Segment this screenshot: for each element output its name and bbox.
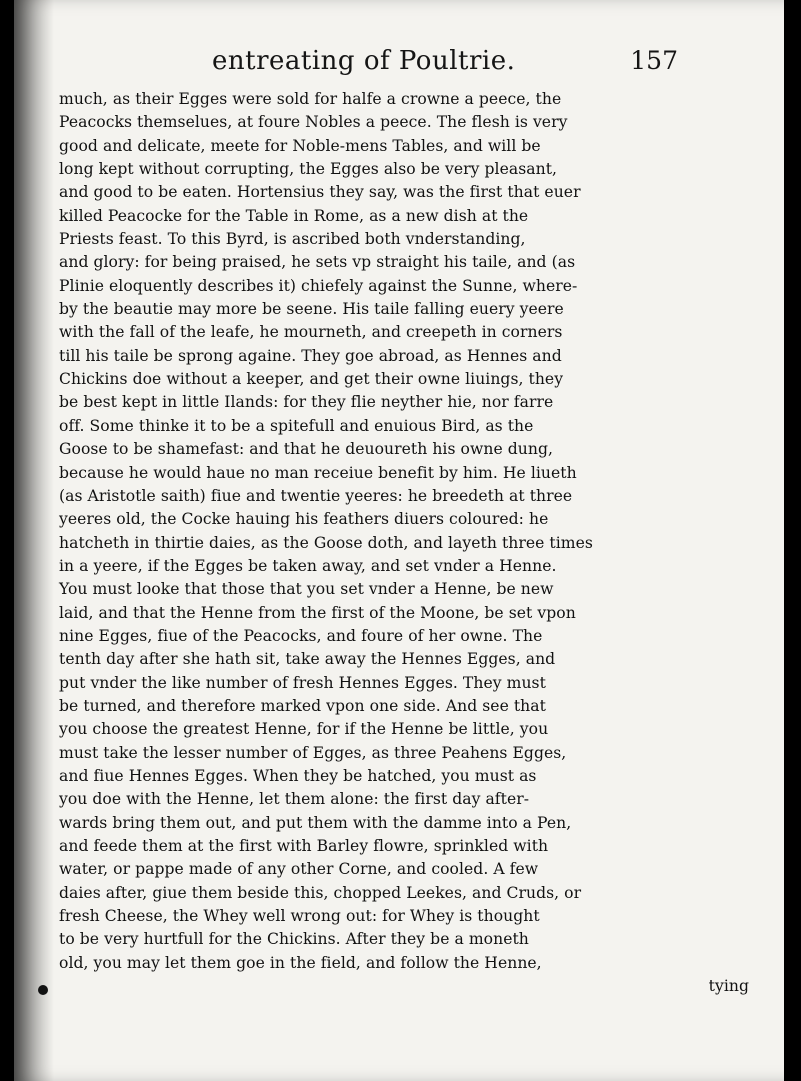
- text-line: old, you may let them goe in the field, and follow the Henne,: [59, 953, 542, 972]
- text-line: and glory: for being praised, he sets vp straight his taile, and (as: [59, 253, 576, 272]
- page-number: 157: [630, 46, 678, 75]
- catchword: tying: [708, 977, 749, 996]
- running-title: entreating of Poultrie.: [212, 46, 516, 76]
- text-line: you doe with the Henne, let them alone: the first day after-: [59, 790, 530, 809]
- text-line: daies after, giue them beside this, chopped Leekes, and Cruds, or: [59, 883, 582, 902]
- text-line: Peacocks themselues, at foure Nobles a peece. The flesh is very: [59, 113, 568, 132]
- text-line: in a yeere, if the Egges be taken away, and set vnder a Henne.: [59, 556, 557, 575]
- text-line: you choose the greatest Henne, for if the Henne be little, you: [59, 720, 549, 739]
- text-line: to be very hurtfull for the Chickins. After they be a moneth: [59, 930, 529, 949]
- text-line: laid, and that the Henne from the first of the Moone, be set vpon: [59, 603, 576, 622]
- text-line: hatcheth in thirtie daies, as the Goose doth, and layeth three times: [59, 533, 593, 552]
- body-text: [59, 88, 779, 998]
- book-page: [14, 0, 784, 1081]
- text-line: Priests feast. To this Byrd, is ascribed both vnderstanding,: [59, 230, 526, 249]
- text-line: be turned, and therefore marked vpon one side. And see that: [59, 696, 546, 715]
- text-line: and feede them at the first with Barley flowre, sprinkled with: [59, 837, 549, 855]
- text-line: water, or pappe made of any other Corne, and cooled. A few: [59, 860, 539, 879]
- text-line: off. Some thinke it to be a spitefull and enuious Bird, as the: [59, 416, 534, 435]
- text-line: be best kept in little Ilands: for they flie neyther hie, nor farre: [59, 393, 554, 412]
- text-line: long kept without corrupting, the Egges also be very pleasant,: [59, 160, 558, 179]
- text-line: tenth day after she hath sit, take away the Hennes Egges, and: [59, 650, 556, 669]
- text-line: with the fall of the leafe, he mourneth, and creepeth in corners: [59, 323, 563, 342]
- text-line: and good to be eaten. Hortensius they say, was the first that euer: [59, 183, 581, 202]
- text-line: and fiue Hennes Egges. When they be hatched, you must as: [59, 766, 537, 785]
- text-line: fresh Cheese, the Whey well wrong out: for Whey is thought: [59, 907, 540, 926]
- text-line: Plinie eloquently describes it) chiefely against the Sunne, where-: [59, 276, 578, 295]
- text-line: because he would haue no man receiue benefit by him. He liueth: [59, 463, 577, 482]
- text-line: nine Egges, fiue of the Peacocks, and foure of her owne. The: [59, 626, 543, 645]
- text-line: Goose to be shamefast: and that he deuoureth his owne dung,: [59, 440, 553, 459]
- text-line: yeeres old, the Cocke hauing his feathers diuers coloured: he: [59, 510, 549, 529]
- text-line: wards bring them out, and put them with the damme into a Pen,: [59, 813, 572, 832]
- running-head: [74, 46, 724, 86]
- text-line: till his taile be sprong againe. They goe abroad, as Hennes and: [59, 346, 562, 365]
- text-line: (as Aristotle saith) fiue and twentie yeeres: he breedeth at three: [59, 486, 573, 505]
- text-line: much, as their Egges were sold for halfe a crowne a peece, the: [59, 90, 562, 108]
- gutter-shadow: [14, 0, 54, 1081]
- text-line: Chickins doe without a keeper, and get their owne liuings, they: [59, 370, 564, 389]
- text-line: You must looke that those that you set vnder a Henne, be new: [59, 580, 554, 599]
- text-line: by the beautie may more be seene. His taile falling euery yeere: [59, 300, 564, 319]
- text-line: must take the lesser number of Egges, as three Peahens Egges,: [59, 743, 567, 762]
- text-line: good and delicate, meete for Noble-mens Tables, and will be: [59, 136, 541, 155]
- text-line: killed Peacocke for the Table in Rome, as a new dish at the: [59, 206, 529, 225]
- ink-blot: [38, 985, 48, 995]
- text-line: put vnder the like number of fresh Hennes Egges. They must: [59, 673, 546, 692]
